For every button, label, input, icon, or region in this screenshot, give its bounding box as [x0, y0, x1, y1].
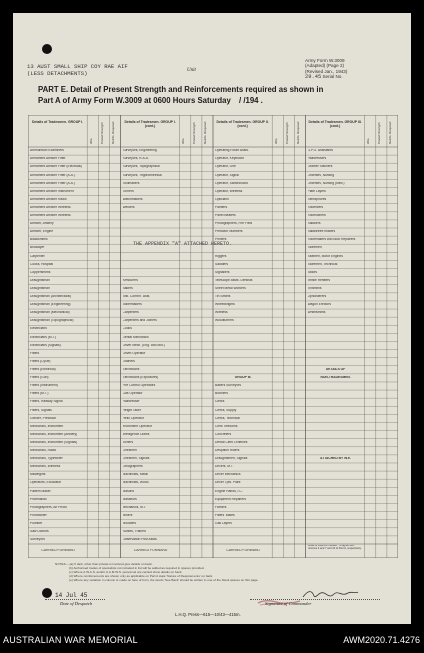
- trade-label: Watchmakers: [122, 197, 143, 201]
- trade-label: Textile Refitters: [307, 278, 331, 282]
- trade-label: Panel Beaters: [215, 214, 236, 218]
- punch-hole: [42, 588, 52, 598]
- trade-label: DETAILS OF: [325, 368, 346, 371]
- trade-label: Leather Stitchers: [307, 165, 333, 169]
- subcolumn-header: Reinfs. Required: [110, 121, 115, 144]
- trade-label: Hairdressers: [307, 157, 327, 161]
- trade-label: Fitters: [30, 351, 40, 355]
- form-identifier: [305, 58, 347, 81]
- trade-label: Farriers: [215, 505, 227, 509]
- subcolumn-header: Posted Strength: [192, 122, 197, 144]
- trade-label: Surveyors, Trigonometrical: [122, 173, 162, 177]
- trade-label: Operator, Switchboard: [215, 181, 248, 185]
- trade-label: Artificer, Engine: [30, 230, 54, 234]
- trade-label: Saddlers: [307, 222, 321, 226]
- trade-label: Printers: [215, 238, 227, 242]
- subcolumn-header: Posted Strength: [99, 122, 104, 144]
- trade-label: Masons: [122, 489, 135, 493]
- trade-label: Driver Tpts. Plant: [215, 481, 241, 485]
- trade-label: Armament Artificer Fitter (Electrical): [30, 165, 83, 169]
- unit-name-line2: (LESS DETACHMENTS): [27, 70, 88, 77]
- trade-label: Drivers, M.T.: [215, 465, 234, 469]
- trade-label: Electricians (M.T.): [30, 335, 57, 339]
- trade-label: Instrument Operator: [122, 424, 153, 428]
- trade-label: Engine Hands, I.C.: [215, 489, 243, 493]
- trade-label: Fitters (Instrument): [30, 384, 58, 388]
- trade-label: Saddlers: [215, 262, 229, 266]
- trade-label: Driver Mech. (Eng. and Mot.): [122, 343, 165, 347]
- trade-label: Grinder, Precision: [30, 416, 57, 420]
- trade-label: Armament Artificer Instrument: [30, 189, 74, 193]
- trade-label: Storemen: [307, 246, 322, 250]
- trade-label: Millwrights: [30, 473, 46, 477]
- carried-forward-label: CARRIED FORWARD: [41, 549, 75, 552]
- trade-label: Carpenters and Joiners: [122, 319, 157, 323]
- trade-label: Draughtsman: [30, 286, 50, 290]
- trade-label: Boilermakers: [122, 303, 142, 307]
- trade-label: Mechanics, Radio: [30, 449, 57, 453]
- subcolumn-header: Reinfs. Required: [203, 121, 208, 144]
- subcolumn-header: W.E.: [273, 137, 278, 144]
- trade-label: Saddletree makers: [307, 230, 336, 234]
- trade-label: Pattern Maker: [30, 489, 51, 493]
- unit-label: Unit: [187, 68, 196, 73]
- form-number: Army Form W.3009: [305, 58, 345, 63]
- trade-label: Fire Control Operators: [122, 384, 156, 388]
- subcolumn-header: W.E.: [88, 137, 93, 144]
- unit-name: [27, 63, 128, 77]
- trade-label: Clerks, Technical: [215, 416, 240, 420]
- trade-label: Driver Mechanics: [215, 473, 241, 477]
- trade-label: Dental Clerk Orderlies: [215, 440, 248, 444]
- trade-label: Fitters, Signals: [30, 408, 52, 412]
- form-notes: [55, 562, 385, 582]
- trade-label: Photowriter: [30, 513, 47, 517]
- subcolumn-header: W.E.: [181, 137, 186, 144]
- trade-label: Machinists, Metal: [122, 473, 148, 477]
- trade-label: Upholsterers: [307, 295, 327, 299]
- date-of-despatch-label: Date of Despatch: [60, 601, 93, 606]
- trade-label: Fitters (Gun): [30, 376, 49, 380]
- subcolumn-header: Posted Strength: [284, 122, 289, 144]
- trade-label: Artificer, Artillery: [30, 222, 54, 226]
- trade-label: Draughtsman: [30, 278, 50, 282]
- trade-label: Operator, Line: [215, 165, 236, 169]
- subcolumn-header: Posted Strength: [377, 122, 382, 144]
- trade-label: Bakers: [122, 286, 133, 290]
- trade-label: Signallers: [215, 270, 230, 274]
- trade-label: Mechanics, Typewriter: [30, 457, 63, 461]
- trade-label: Clerks: [215, 400, 225, 404]
- trade-label: Lithographers: [122, 465, 143, 469]
- trade-label: Shoeshiners: [307, 214, 326, 218]
- subcolumn-header: Reinfs. Required: [388, 121, 393, 144]
- title-date: / /194 .: [239, 96, 263, 105]
- typed-appendix-note: THE APPENDIX "A" ATTACHED HERETO.: [133, 241, 233, 247]
- serial-label: Serial No.: [322, 74, 343, 80]
- trade-label: Wireless: [215, 311, 228, 315]
- trade-label: Mechanics, Wireless: [30, 465, 61, 469]
- trade-label: Fitters (Cycle): [30, 359, 51, 363]
- trade-label: Sheet Metal Workers: [215, 286, 246, 290]
- trade-label: Operating Room Assts.: [215, 149, 249, 153]
- trade-label: Draughtsman (Mechanical): [30, 311, 70, 315]
- form-revised: (Revised Jan., 1943): [305, 68, 348, 74]
- trade-label: Armourers: [122, 278, 138, 282]
- trade-label: Linesmen: [122, 449, 137, 453]
- trade-label: Pharmacist: [30, 497, 47, 501]
- trade-label: Toolmakers: [122, 181, 140, 185]
- date-line: [45, 599, 105, 600]
- trade-label: Drainers: [122, 359, 135, 363]
- date-of-despatch-value: 14 Jul 45: [55, 592, 88, 599]
- trade-label: Plate Layers: [307, 189, 326, 193]
- subcolumn-header: W.E.: [366, 137, 371, 144]
- trade-label: Operators, Excavator: [30, 481, 62, 485]
- trade-label: Painters: [215, 205, 228, 209]
- trade-label: Armament Artificer Wireless: [30, 205, 71, 209]
- trade-label: Surveyors: [30, 538, 45, 542]
- trade-label: Surveyors, Topographical: [122, 165, 160, 169]
- trade-label: Photographers, Air Photo: [30, 505, 67, 509]
- carried-forward-label: Totals of columns marked * to agree with columns 4 and 7 and 10 of Part A, respectively.: [307, 545, 362, 550]
- trade-label: Draughtsmen, Signals: [215, 457, 248, 461]
- trade-label: Surveyors, Engineering: [122, 149, 157, 153]
- trade-label: Concreters: [215, 432, 232, 436]
- trade-label: Saw Doctors: [30, 530, 49, 534]
- trade-label: Operator, Signal: [215, 173, 239, 177]
- note-line: (c) Where A.W.A.S. and/or A.A.M.W.S. personnel are carried show details on back.: [69, 570, 183, 575]
- trade-label: Intelligence Duties: [122, 432, 150, 436]
- trade-label: Plumber: [30, 521, 43, 525]
- trade-label: Draughtsman (Topographical): [30, 319, 74, 323]
- trade-label: Armament Artificer Fitter (A.A.): [30, 181, 75, 185]
- trade-label: Nurses, Trained: [122, 530, 146, 534]
- trade-label: Operator, Wireless: [215, 189, 243, 193]
- trade-label: Fitters, Railway Signal: [30, 400, 63, 404]
- trade-label: Electricians (Signals): [30, 343, 61, 347]
- trade-label: Bakers Surveyors: [215, 384, 242, 388]
- trade-label: Mechanics, M.T.: [122, 505, 147, 509]
- trade-label: Height Taker: [122, 408, 141, 412]
- note-line: (b) Authorised trades of specialists not included in list will be added as required in spaces provided.: [69, 566, 205, 571]
- note-line: (d) Where reinforcements are shown only as applicable on Part A state 'Nature of Requirements' on back.: [69, 574, 214, 579]
- trade-label: Dental Mechanics: [122, 335, 149, 339]
- trade-label: Helio Operator: [122, 416, 144, 420]
- trade-label: G.P.O. Assistants: [307, 149, 333, 153]
- trade-label: Surveyors, R.A.A.: [122, 157, 149, 161]
- column-header: Details of Tradesmen. GROUP II. (cont.): [216, 120, 269, 128]
- trade-label: Armament Artificer Wireless: [30, 214, 71, 218]
- archive-reference: AWM2020.71.4276: [343, 635, 420, 645]
- printer-imprint: L.H.Q. Press—615—10/43—415m.: [175, 612, 241, 617]
- trade-label: Linesmen, Signals: [122, 457, 150, 461]
- trade-label: Carpenters: [122, 311, 139, 315]
- trade-label: Cooks: [122, 327, 132, 331]
- trade-label: Blacksmiths: [30, 238, 48, 242]
- trade-label: Ammunition Examiners: [30, 149, 64, 153]
- trade-label: Riggers: [215, 254, 227, 258]
- trade-label: Storemen, Technical: [307, 262, 338, 266]
- trade-label: Butchers: [215, 392, 229, 396]
- trade-label: Operator, Keyboard: [215, 157, 244, 161]
- trade-label: Bricklayer: [30, 246, 45, 250]
- trade-label: Driver-Operator: [122, 351, 146, 355]
- title-line2: Part A of Army Form W.3009 at 0600 Hours Saturday / /194 .: [38, 96, 263, 105]
- subcolumn-header: Reinfs. Required: [295, 121, 300, 144]
- trade-label: Tin Smiths: [215, 295, 231, 299]
- punch-hole: [42, 44, 52, 54]
- trade-label: Fitters' Mates: [215, 513, 235, 517]
- trade-label: GROUP III.: [234, 376, 252, 380]
- trade-label: Shoemakers and Boot Repairers: [307, 238, 356, 242]
- trade-label: Woodturners: [215, 319, 234, 323]
- part-e-title: [38, 84, 388, 106]
- trade-label: ATTACHED BY W.E.: [320, 457, 352, 461]
- trade-label: Moulders: [122, 521, 137, 525]
- column-header: Details of Tradesmen. GROUP I. (cont.): [124, 120, 176, 128]
- serial-row: [305, 74, 347, 80]
- trade-label: Semaphores: [307, 197, 327, 201]
- form-adapted: (Adapted) (Page 2): [305, 63, 345, 69]
- trade-label: Machinists, Wood: [122, 481, 149, 485]
- trade-label: Fitters (Electrical): [30, 368, 56, 371]
- signature-line: [250, 599, 380, 600]
- trade-label: Telescope Assts. Dentists: [215, 278, 253, 282]
- trade-label: Fitters (M.T.): [30, 392, 49, 396]
- trade-label: Photographers, Fire Field: [215, 222, 253, 226]
- trade-label: Electricians (Explosives): [122, 376, 159, 380]
- trade-label: Tinsmiths: [307, 286, 322, 290]
- trade-label: Hairdresser: [122, 400, 140, 404]
- trade-label: Predictor Numbers: [215, 230, 243, 234]
- trade-label: Gas Layers: [215, 521, 232, 525]
- trade-label: Brkl. Comb'n. Asst.: [122, 295, 151, 299]
- column-header: Details of Tradesmen. GROUP III. (cont.): [308, 120, 362, 128]
- trade-label: Shoefixers: [307, 205, 324, 209]
- trade-label: Clerks, Supply: [215, 408, 237, 412]
- archive-institution: AUSTRALIAN WAR MEMORIAL: [3, 635, 138, 645]
- trade-label: Coppersmiths: [30, 270, 51, 274]
- trade-label: Carpenter: [30, 254, 45, 258]
- carried-forward-label: CARRIED FORWARD: [226, 549, 260, 552]
- trade-label: Electricians: [122, 368, 140, 371]
- unit-name-line1: 13 AUST SMALL SHIP COY RAE AIF: [27, 63, 128, 70]
- trade-label: Gas Operator: [122, 392, 143, 396]
- trade-label: Electricians: [30, 327, 47, 331]
- note-line: NOTES.—(a) If tank, other than private is involved give details on back.: [55, 562, 153, 566]
- trade-label: NON-TRADESMEN.: [320, 376, 351, 380]
- serial-value: 29.45: [305, 74, 322, 81]
- strength-table: [28, 115, 398, 558]
- trade-label: Miners: [122, 513, 133, 517]
- trade-label: Seamen, Motor Engines: [307, 254, 343, 258]
- column-header: Details of Tradesmen. GROUP I.: [31, 120, 84, 124]
- trade-label: Equipment Repairers: [215, 497, 246, 501]
- trade-label: Turners: [122, 189, 134, 193]
- trade-label: Draughtsman (Engineering): [30, 303, 71, 307]
- carried-forward-label: CARRIED FORWARD: [133, 549, 168, 552]
- trade-label: Armament Artificer Radio: [30, 197, 67, 201]
- trade-label: Opticians: [215, 197, 229, 201]
- trade-label: Despatch Riders: [215, 449, 240, 453]
- trade-label: Mechanics, Instrument: [30, 424, 64, 428]
- title-line1: PART E. Detail of Present Strength and Reinforcements required as shown in: [38, 85, 324, 94]
- trade-label: Draughtsman (Architectural): [30, 295, 72, 299]
- trade-label: Masseurs: [122, 497, 137, 501]
- trade-label: Observation Post Assts.: [122, 538, 158, 542]
- trade-label: Wheelwrights: [215, 303, 235, 307]
- signature-label: Signature of Commander: [265, 601, 312, 606]
- trade-label: Clerk Telecoms: [215, 424, 238, 428]
- trade-label: Wagon Erectors: [307, 303, 332, 307]
- trade-label: Armament Artificer Fitter: [30, 157, 66, 161]
- note-line: (e) Where any variation in column is made on face of form, the words 'See Back' should be written in one of the blank spaces on this page.: [69, 578, 259, 583]
- trade-label: Tailors: [307, 270, 318, 274]
- trade-label: Joiners: [122, 440, 134, 444]
- trade-label: Mechanics, Instrument (Artillery): [30, 432, 78, 436]
- trade-label: Orderlies, Nursing (Med.): [307, 181, 345, 185]
- trade-label: Welders: [122, 205, 135, 209]
- trade-label: Whitesmiths: [307, 311, 326, 315]
- trade-label: Mechanics, Instrument (Signals): [30, 440, 78, 444]
- trade-label: Cooks, Hospital: [30, 262, 54, 266]
- trade-label: Armament Artificer Fitter (A.A.): [30, 173, 75, 177]
- trade-label: Orderlies, Nursing: [307, 173, 335, 177]
